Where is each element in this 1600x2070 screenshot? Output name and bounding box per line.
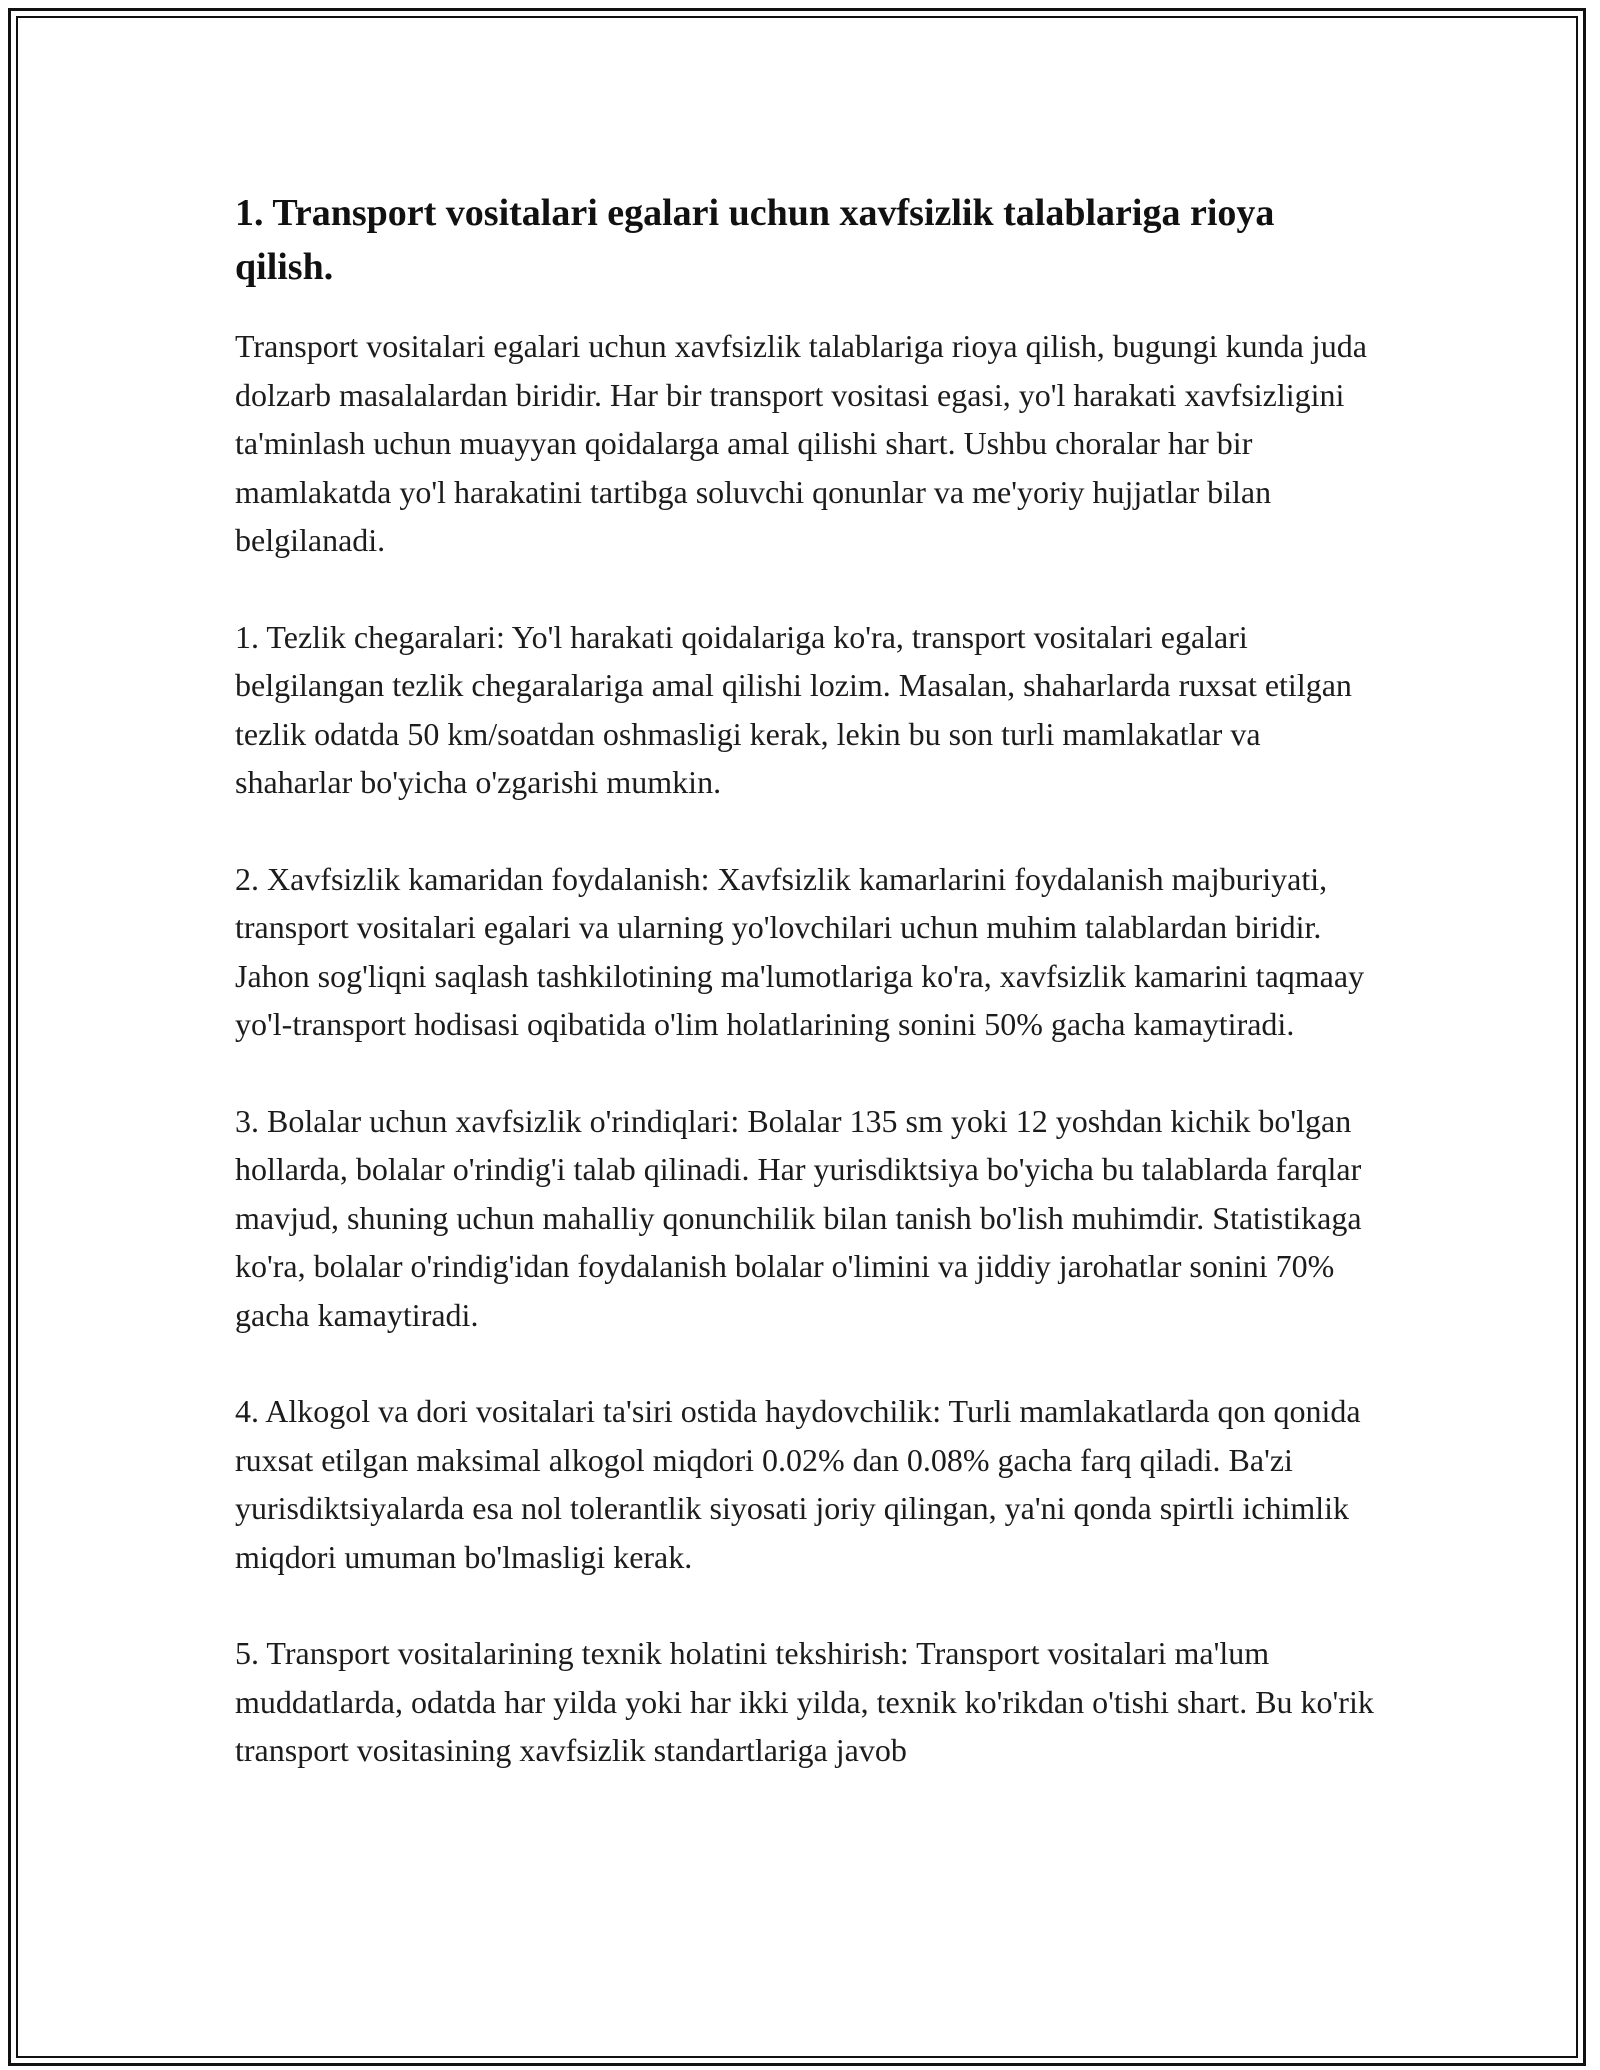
- technical-inspection-paragraph: 5. Transport vositalarining texnik holatini tekshirish: Transport vositalari ma'lum muddatlarda, odatda har yilda yoki har ikki yilda, texnik ko'rikdan o'tishi shart. Bu ko'rik transport vositasining xavfsizlik standartlariga javob: [235, 1635, 1374, 1768]
- intro-paragraph: Transport vositalari egalari uchun xavfsizlik talablariga rioya qilish, bugungi kunda juda dolzarb masalalardan biridir. Har bir transport vositasi egasi, yo'l harakati xavfsizligini ta'minlash uchun muayyan qoidalarga amal qilishi shart. Ushbu choralar har bir mamlakatda yo'l harakatini tartibga soluvchi qonunlar va me'yoriy hujjatlar bilan belgilanadi.: [235, 328, 1367, 558]
- document-body: [235, 186, 1375, 1823]
- alcohol-drugs-paragraph: 4. Alkogol va dori vositalari ta'siri ostida haydovchilik: Turli mamlakatlarda qon qonida ruxsat etilgan maksimal alkogol miqdori 0.02% dan 0.08% gacha farq qiladi. Ba'zi yurisdiktsiyalarda esa nol tolerantlik siyosati joriy qilingan, ya'ni qonda spirtli ichimlik miqdori umuman bo'lmasligi kerak.: [235, 1393, 1361, 1575]
- section-title: 1. Transport vositalari egalari uchun xavfsizlik talablariga rioya qilish.: [235, 192, 1275, 288]
- speed-limits-paragraph: 1. Tezlik chegaralari: Yo'l harakati qoidalariga ko'ra, transport vositalari egalari belgilangan tezlik chegaralariga amal qilishi lozim. Masalan, shaharlarda ruxsat etilgan tezlik odatda 50 km/soatdan oshmasligi kerak, lekin bu son turli mamlakatlar va shaharlar bo'yicha o'zgarishi mumkin.: [235, 618, 1352, 800]
- child-seats-paragraph: 3. Bolalar uchun xavfsizlik o'rindiqlari: Bolalar 135 sm yoki 12 yoshdan kichik bo'lgan hollarda, bolalar o'rindig'i talab qilinadi. Har yurisdiktsiya bo'yicha bu talablarda farqlar mavjud, shuning uchun mahalliy qonunchilik bilan tanish bo'lish muhimdir. Statistikaga ko'ra, bolalar o'rindig'idan foydalanish bolalar o'limini va jiddiy jarohatlar sonini 70% gacha kamaytiradi.: [235, 1102, 1362, 1333]
- seat-belt-paragraph: 2. Xavfsizlik kamaridan foydalanish: Xavfsizlik kamarlarini foydalanish majburiyati, transport vositalari egalari va ularning yo'lovchilari uchun muhim talablardan biridir. Jahon sog'liqni saqlash tashkilotining ma'lumotlariga ko'ra, xavfsizlik kamarini taqmaay yo'l-transport hodisasi oqibatida o'lim holatlarining sonini 50% gacha kamaytiradi.: [235, 860, 1365, 1042]
